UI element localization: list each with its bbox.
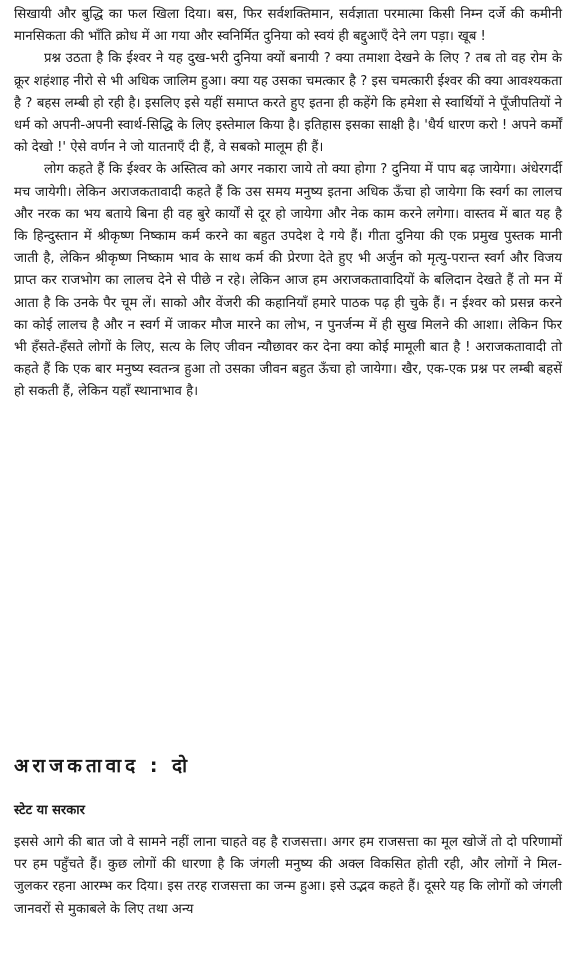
paragraph-1: सिखायी और बुद्धि का फल खिला दिया। बस, फिर सर्वशक्तिमान, सर्वज्ञाता परमात्मा किसी निम्न दर्जे की कमीनी मानसिकता की भाँति क्रोध में आ गया और स्वनिर्मित दुनिया को स्वयं ही बद्दुआएँ देने लग पड़ा। खूब ! bbox=[14, 7, 562, 45]
paragraph-4: इससे आगे की बात जो वे सामने नहीं लाना चाहते वह है राजसत्ता। अगर हम राजसत्ता का मूल खोजें तो दो परिणामों पर हम पहुँचते हैं। कुछ लोगों की धारणा है कि जंगली मनुष्य की अक्ल विकसित होती रही, और लोगों ने मिल-जुलकर रहना आरम्भ कर दिया। इस तरह राजसत्ता का जन्म हुआ। इसे उद्भव कहते हैं। दूसरे यह कि लोगों को जंगली जानवरों से मुकाबले के लिए तथा अन्य bbox=[14, 835, 562, 917]
paragraph-2: प्रश्न उठता है कि ईश्वर ने यह दुख-भरी दुनिया क्यों बनायी ? क्या तमाशा देखने के लिए ? तब तो वह रोम के क्रूर शहंशाह नीरो से भी अधिक जालिम हुआ। क्या यह उसका चमत्कार है ? इस चमत्कारी ईश्वर की क्या आवश्यकता है ? बहस लम्बी हो रही है। इसलिए इसे यहीं समाप्त करते हुए इतना ही कहेंगे कि हमेशा से स्वार्थियों ने पूँजीपतियों ने धर्म को अपनी-अपनी स्वार्थ-सिद्धि के लिए इस्तेमाल किया है। इतिहास इसका साक्षी है। 'धैर्य धारण करो ! अपने कर्मों को देखो !' ऐसे वर्णन ने जो यातनाएँ दी हैं, वे सबको मालूम ही हैं। bbox=[14, 51, 562, 156]
text-block-bottom bbox=[14, 832, 562, 921]
chapter-title: अराजकतावाद : दो bbox=[14, 755, 192, 777]
paragraph-3: लोग कहते हैं कि ईश्वर के अस्तित्व को अगर नकारा जाये तो क्या होगा ? दुनिया में पाप बढ़ जायेगा। अंधेरगर्दी मच जायेगी। लेकिन अराजकतावादी कहते हैं कि उस समय मनुष्य इतना अधिक ऊँचा हो जायेगा कि स्वर्ग का लालच और नरक का भय बताये बिना ही वह बुरे कार्यों से दूर हो जायेगा और नेक काम करने लगेगा। वास्तव में बात यह है कि हिन्दुस्तान में श्रीकृष्ण निष्काम कर्म करने का बहुत उपदेश दे गये हैं। गीता दुनिया की एक प्रमुख पुस्तक मानी जाती है, लेकिन श्रीकृष्ण निष्काम भाव के साथ कर्म की प्रेरणा देते हुए भी अर्जुन को मृत्यु-परान्त स्वर्ग और विजय प्राप्त कर राजभोग का लालच देने से पीछे न रहे। लेकिन आज हम अराजकतावादियों के बलिदान देखते हैं तो मन में आता है कि उनके पैर चूम लें। साको और वेंजरी की कहानियाँ हमारे पाठक पढ़ ही चुके हैं। न ईश्वर को प्रसन्न करने का कोई लालच है और न स्वर्ग में जाकर मौज मारने का लोभ, न पुनर्जन्म में ही सुख मिलने की आशा। लेकिन फिर भी हँसते-हँसते लोगों के लिए, सत्य के लिए जीवन न्यौछावर कर देना क्या कोई मामूली बात है ! अराजकतावादी तो कहते हैं कि एक बार मनुष्य स्वतन्त्र हुआ तो उसका जीवन बहुत ऊँचा हो जायेगा। खैर, एक-एक प्रश्न पर लम्बी बहसें हो सकती हैं, लेकिन यहाँ स्थानाभाव है। bbox=[14, 162, 562, 400]
text-block-top bbox=[14, 4, 562, 404]
section-heading: स्टेट या सरकार bbox=[14, 803, 85, 818]
